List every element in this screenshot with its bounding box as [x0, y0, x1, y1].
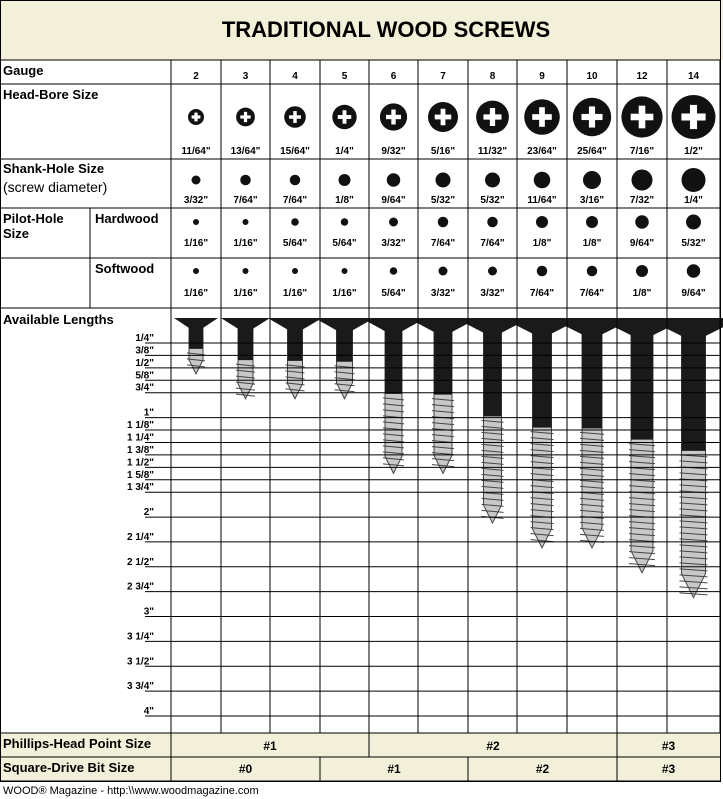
softwood-pilot-value: 1/16" [233, 288, 258, 299]
length-label: 2 1/4" [127, 531, 154, 543]
phillips-cross-icon [391, 110, 395, 125]
gauge-header: 14 [687, 71, 700, 82]
head-bore-value: 23/64" [527, 146, 557, 157]
softwood-pilot-value: 3/32" [430, 288, 456, 299]
phillips-size-value: #2 [486, 739, 500, 753]
label-pilot-size: Size [3, 226, 30, 241]
phillips-cross-icon [639, 106, 646, 129]
hardwood-pilot-dot-icon [243, 219, 249, 225]
phillips-cross-icon [194, 113, 197, 122]
phillips-cross-icon [244, 112, 247, 122]
label-phillips: Phillips-Head Point Size [3, 736, 152, 751]
phillips-cross-icon [589, 106, 595, 127]
gauge-header: 4 [292, 71, 298, 82]
shank-hole-value: 5/32" [480, 195, 505, 206]
hardwood-pilot-dot-icon [341, 218, 349, 226]
softwood-pilot-value: 1/16" [332, 288, 357, 299]
shank-hole-value: 11/64" [527, 195, 557, 206]
softwood-pilot-dot-icon [193, 268, 199, 274]
softwood-pilot-value: 1/8" [632, 288, 652, 299]
screw-head [549, 318, 635, 428]
phillips-cross-icon [690, 105, 697, 129]
length-label: 3" [143, 606, 154, 618]
gauge-header: 6 [390, 71, 397, 82]
label-head-bore: Head-Bore Size [3, 87, 99, 102]
shank-hole-value: 9/64" [381, 195, 406, 206]
head-bore-value: 9/32" [381, 146, 406, 157]
label-pilot-hole: Pilot-Hole [3, 211, 64, 226]
length-label: 2 3/4" [127, 581, 154, 593]
shank-hole-value: 1/4" [684, 195, 703, 206]
length-label: 3 1/4" [127, 631, 154, 643]
hardwood-pilot-dot-icon [536, 216, 548, 228]
label-hardwood: Hardwood [95, 211, 159, 226]
length-label: 1 5/8" [127, 469, 154, 481]
hardwood-pilot-dot-icon [635, 215, 649, 229]
softwood-pilot-dot-icon [342, 268, 348, 274]
gauge-header: 5 [341, 71, 348, 82]
shank-hole-value: 3/32" [183, 195, 209, 206]
softwood-pilot-dot-icon [292, 268, 298, 274]
length-label: 1/4" [135, 333, 154, 344]
label-shank-hole: Shank-Hole Size [3, 161, 105, 176]
softwood-pilot-value: 3/32" [480, 288, 505, 299]
shank-hole-dot-icon [240, 175, 251, 186]
label-available-lengths: Available Lengths [3, 312, 114, 327]
shank-hole-dot-icon [387, 173, 401, 187]
phillips-size-value: #1 [263, 739, 277, 753]
length-label: 2 1/2" [127, 556, 154, 568]
hardwood-pilot-value: 5/64" [282, 238, 308, 249]
shank-hole-value: 1/8" [335, 195, 354, 206]
gauge-header: 9 [539, 71, 545, 82]
length-label: 1 1/2" [127, 457, 154, 469]
hardwood-pilot-value: 1/16" [183, 238, 209, 249]
shank-hole-dot-icon [192, 176, 201, 185]
length-label: 3/8" [135, 345, 154, 357]
softwood-pilot-value: 7/64" [529, 288, 555, 299]
head-bore-value: 7/16" [629, 146, 655, 157]
phillips-cross-icon [293, 111, 296, 123]
head-bore-value: 13/64" [230, 146, 261, 157]
hardwood-pilot-value: 5/32" [681, 238, 706, 249]
phillips-cross-icon [441, 109, 446, 126]
hardwood-pilot-dot-icon [291, 218, 299, 226]
shank-hole-value: 7/64" [282, 195, 308, 206]
softwood-pilot-value: 7/64" [579, 288, 605, 299]
hardwood-pilot-dot-icon [487, 217, 498, 228]
hardwood-pilot-value: 7/64" [480, 238, 505, 249]
softwood-pilot-dot-icon [243, 268, 249, 274]
head-bore-value: 1/2" [684, 146, 703, 157]
softwood-pilot-dot-icon [488, 267, 497, 276]
softwood-pilot-dot-icon [537, 266, 548, 277]
length-label: 1/2" [135, 357, 154, 369]
shank-hole-value: 5/32" [430, 195, 456, 206]
square-drive-size-value: #3 [661, 762, 676, 776]
length-label: 2" [143, 507, 154, 519]
length-label: 1 3/8" [127, 444, 154, 456]
head-bore-value: 5/16" [430, 146, 456, 157]
shank-hole-value: 7/64" [233, 195, 258, 206]
shank-hole-dot-icon [534, 172, 551, 189]
hardwood-pilot-value: 1/8" [532, 238, 552, 249]
shank-hole-dot-icon [682, 168, 706, 192]
softwood-pilot-dot-icon [439, 267, 448, 276]
length-label: 4" [143, 706, 154, 717]
gauge-row-band [0, 60, 720, 84]
shank-hole-dot-icon [583, 171, 601, 189]
gauge-header: 8 [489, 71, 496, 82]
screw-head [646, 318, 723, 451]
gauge-header: 3 [242, 71, 249, 82]
hardwood-pilot-value: 5/64" [332, 238, 357, 249]
length-label: 1 1/4" [127, 432, 154, 444]
chart-border [1, 1, 721, 782]
footer-credit: WOOD® Magazine - http:\\www.woodmagazine.com [3, 785, 259, 797]
head-bore-value: 11/64" [181, 146, 211, 157]
hardwood-pilot-value: 9/64" [629, 238, 655, 249]
head-bore-value: 25/64" [577, 146, 607, 157]
shank-hole-value: 7/32" [629, 195, 655, 206]
head-bore-value: 15/64" [280, 146, 310, 157]
label-gauge: Gauge [3, 63, 44, 78]
hardwood-pilot-dot-icon [193, 219, 199, 225]
length-label: 3 1/2" [127, 656, 154, 668]
phillips-cross-icon [490, 108, 495, 126]
softwood-pilot-dot-icon [587, 266, 598, 277]
square-drive-size-value: #1 [387, 762, 401, 776]
shank-hole-dot-icon [436, 173, 451, 188]
softwood-pilot-value: 1/16" [183, 288, 209, 299]
chart-title: TRADITIONAL WOOD SCREWS [221, 17, 551, 42]
softwood-pilot-dot-icon [390, 267, 398, 275]
phillips-size-value: #3 [661, 739, 676, 753]
hardwood-pilot-dot-icon [586, 216, 598, 228]
hardwood-pilot-dot-icon [389, 218, 398, 227]
size-icons [188, 95, 716, 278]
screw-head [502, 318, 582, 428]
shank-hole-dot-icon [339, 174, 351, 186]
head-bore-value: 11/32" [477, 146, 508, 157]
softwood-pilot-dot-icon [687, 264, 701, 278]
length-label: 3/4" [135, 382, 154, 394]
gauge-header: 7 [440, 71, 446, 82]
softwood-pilot-value: 5/64" [381, 288, 406, 299]
length-label: 5/8" [135, 370, 154, 382]
length-label: 1 1/8" [127, 420, 154, 432]
head-bore-value: 1/4" [335, 146, 354, 157]
label-shank-hole-sub: (screw diameter) [3, 179, 108, 195]
gauge-header: 12 [636, 71, 648, 82]
shank-hole-dot-icon [632, 170, 653, 191]
hardwood-pilot-value: 7/64" [430, 238, 456, 249]
length-label: 3 3/4" [127, 681, 154, 693]
gauge-header: 10 [586, 71, 598, 82]
phillips-cross-icon [343, 110, 347, 123]
shank-hole-value: 3/16" [579, 195, 605, 206]
shank-hole-dot-icon [290, 175, 301, 186]
screw-head [597, 318, 688, 440]
hardwood-pilot-dot-icon [686, 215, 701, 230]
shank-hole-dot-icon [485, 173, 500, 188]
phillips-cross-icon [539, 107, 545, 127]
gauge-header: 2 [193, 71, 199, 82]
length-label: 1" [143, 407, 154, 419]
square-drive-size-value: #2 [535, 762, 550, 776]
hardwood-pilot-value: 1/16" [233, 238, 258, 249]
screw-drawings [174, 318, 723, 598]
square-drive-size-value: #0 [238, 762, 253, 776]
softwood-pilot-value: 9/64" [681, 288, 706, 299]
label-square-drive: Square-Drive Bit Size [3, 760, 135, 775]
screw-head [174, 318, 218, 349]
hardwood-pilot-value: 1/8" [582, 238, 602, 249]
screw-head [455, 318, 530, 416]
softwood-pilot-dot-icon [636, 265, 648, 277]
screw-head [221, 318, 270, 360]
screw-head [268, 318, 322, 361]
label-softwood: Softwood [95, 261, 155, 276]
hardwood-pilot-dot-icon [438, 217, 449, 228]
softwood-pilot-value: 1/16" [282, 288, 308, 299]
hardwood-pilot-value: 3/32" [381, 238, 406, 249]
length-label: 1 3/4" [127, 482, 154, 494]
